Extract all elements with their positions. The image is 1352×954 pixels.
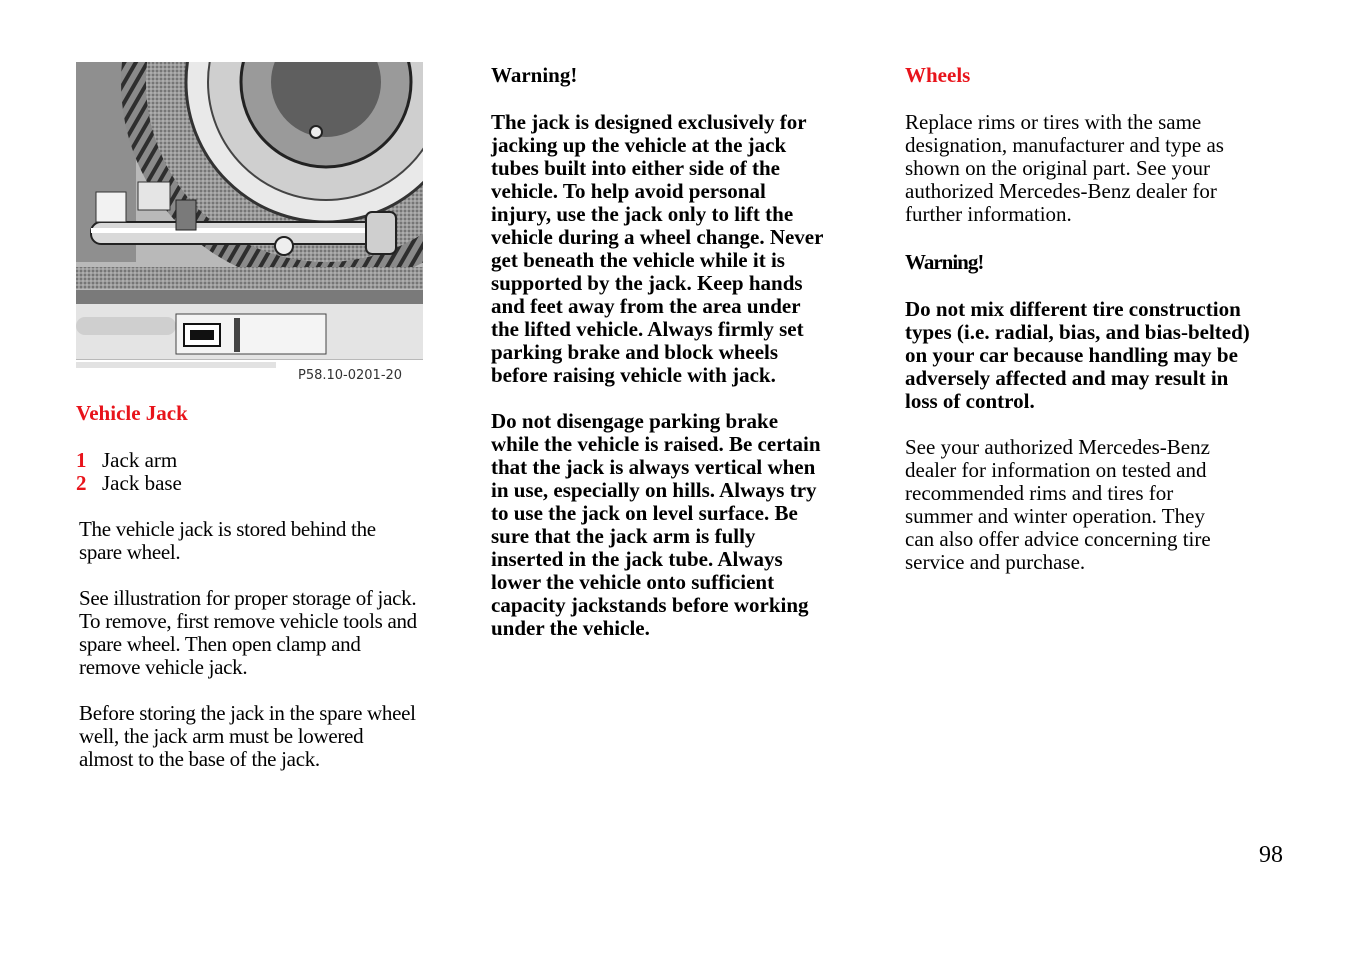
legend-item	[76, 449, 446, 472]
vehicle-jack-title: Vehicle Jack	[76, 401, 188, 425]
text-line: spare wheel. Then open clamp and	[79, 632, 361, 656]
text-line: authorized Mercedes-Benz dealer for	[905, 179, 1217, 203]
legend-number: 2	[76, 471, 87, 495]
text-line: Replace rims or tires with the same	[905, 110, 1202, 134]
text-line: summer and winter operation. They	[905, 504, 1205, 528]
stowing-paragraph	[76, 702, 446, 771]
text-line: Before storing the jack in the spare wheel	[79, 701, 416, 725]
wheels-title: Wheels	[905, 63, 971, 87]
text-line: before raising vehicle with jack.	[491, 363, 776, 387]
jack-warning-paragraph	[491, 111, 861, 387]
text-line: The vehicle jack is stored behind the	[79, 517, 376, 541]
text-line: shown on the original part. See your	[905, 156, 1211, 180]
text-line: loss of control.	[905, 389, 1035, 413]
text-line: get beneath the vehicle while it is	[491, 248, 785, 272]
legend-label: Jack arm	[102, 448, 178, 472]
text-line: remove vehicle jack.	[79, 655, 248, 679]
text-line: tubes built into either side of the	[491, 156, 780, 180]
text-line: the lifted vehicle. Always firmly set	[491, 317, 804, 341]
dealer-paragraph	[905, 436, 1275, 574]
text-line: inserted in the jack tube. Always	[491, 547, 783, 571]
text-line: under the vehicle.	[491, 616, 650, 640]
text-line: To remove, first remove vehicle tools and	[79, 609, 417, 633]
parking-brake-paragraph	[491, 410, 861, 640]
jack-warning-title: Warning!	[491, 63, 578, 87]
left-column	[76, 62, 446, 771]
jack-storage-drawing	[76, 62, 423, 384]
text-line: well, the jack arm must be lowered	[79, 724, 364, 748]
replacement-paragraph	[905, 111, 1275, 226]
text-line: capacity jackstands before working	[491, 593, 809, 617]
page-number: 98	[1259, 842, 1283, 868]
text-line: almost to the base of the jack.	[79, 747, 320, 771]
text-line: Do not mix different tire construction	[905, 297, 1241, 321]
text-line: recommended rims and tires for	[905, 481, 1174, 505]
tire-warning-paragraph	[905, 298, 1275, 413]
text-line: to use the jack on level surface. Be	[491, 501, 798, 525]
text-line: in use, especially on hills. Always try	[491, 478, 817, 502]
text-line: and feet away from the area under	[491, 294, 801, 318]
middle-column	[491, 62, 861, 640]
right-column	[905, 62, 1275, 574]
text-line: vehicle during a wheel change. Never	[491, 225, 824, 249]
text-line: adversely affected and may result in	[905, 366, 1229, 390]
text-line: supported by the jack. Keep hands	[491, 271, 803, 295]
text-line: See illustration for proper storage of jack.	[79, 586, 417, 610]
text-line: designation, manufacturer and type as	[905, 133, 1224, 157]
legend-item	[76, 472, 446, 495]
text-line: service and purchase.	[905, 550, 1086, 574]
legend-number: 1	[76, 448, 87, 472]
text-line: that the jack is always vertical when	[491, 455, 816, 479]
text-line: dealer for information on tested and	[905, 458, 1207, 482]
removal-paragraph	[76, 587, 446, 679]
figure-code: P58.10-0201-20	[298, 368, 403, 383]
text-line: while the vehicle is raised. Be certain	[491, 432, 821, 456]
text-line: can also offer advice concerning tire	[905, 527, 1211, 551]
text-line: Do not disengage parking brake	[491, 409, 779, 433]
text-line: jacking up the vehicle at the jack	[491, 133, 787, 157]
text-line: further information.	[905, 202, 1072, 226]
text-line: types (i.e. radial, bias, and bias-belted)	[905, 320, 1250, 344]
text-line: on your car because handling may be	[905, 343, 1238, 367]
text-line: injury, use the jack only to lift the	[491, 202, 794, 226]
legend-list	[76, 449, 446, 495]
text-line: lower the vehicle onto sufficient	[491, 570, 775, 594]
text-line: The jack is designed exclusively for	[491, 110, 807, 134]
tire-warning-title: Warning!	[905, 250, 984, 274]
text-line: parking brake and block wheels	[491, 340, 779, 364]
storage-paragraph	[76, 518, 446, 564]
text-line: spare wheel.	[79, 540, 181, 564]
text-line: sure that the jack arm is fully	[491, 524, 756, 548]
legend-label: Jack base	[102, 471, 182, 495]
text-line: vehicle. To help avoid personal	[491, 179, 766, 203]
jack-illustration	[76, 62, 423, 384]
text-line: See your authorized Mercedes-Benz	[905, 435, 1210, 459]
